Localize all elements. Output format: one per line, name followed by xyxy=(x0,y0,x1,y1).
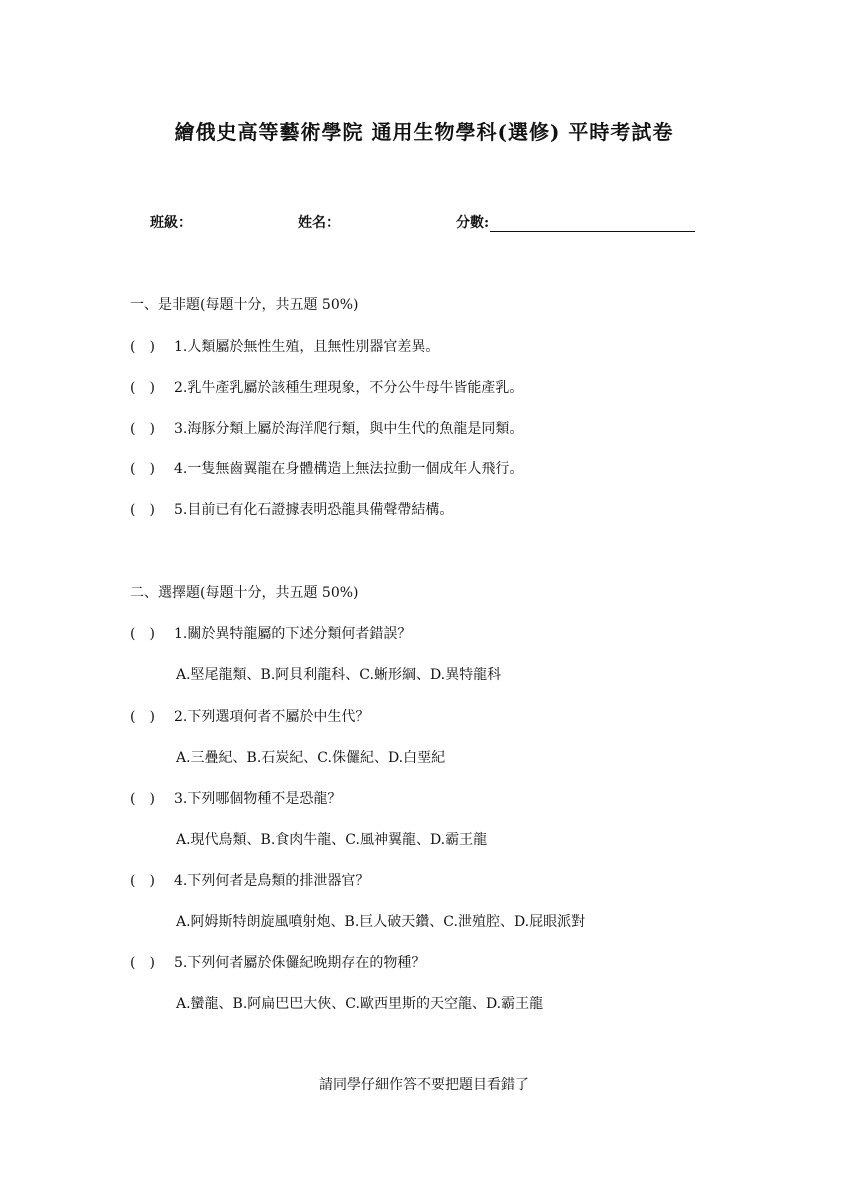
mc-options-3: A.現代鳥類、B.食肉牛龍、C.風神翼龍、D.霸王龍 xyxy=(176,832,488,848)
tf-question-4 xyxy=(130,458,523,478)
section2-heading: 二、選擇題(每題十分，共五題 50%) xyxy=(130,585,359,601)
mc-question-3 xyxy=(130,788,341,808)
answer-blank: ( ) xyxy=(130,626,155,642)
score-blank-line xyxy=(490,215,695,232)
score-label: 分數: xyxy=(456,215,490,231)
answer-blank: ( ) xyxy=(130,709,155,725)
answer-blank: ( ) xyxy=(130,873,155,889)
mc-options-4: A.阿姆斯特朗旋風噴射炮、B.巨人破天鑽、C.泄殖腔、D.屁眼派對 xyxy=(176,914,586,930)
answer-blank: ( ) xyxy=(130,339,155,355)
tf-question-2 xyxy=(130,377,523,397)
answer-blank: ( ) xyxy=(130,791,155,807)
question-text: 4.一隻無齒翼龍在身體構造上無法拉動一個成年人飛行。 xyxy=(174,461,524,477)
question-text: 3.下列哪個物種不是恐龍？ xyxy=(174,791,342,807)
class-label: 班級： xyxy=(150,215,192,231)
exam-title: 繪俄史高等藝術學院 通用生物學科(選修) 平時考試卷 xyxy=(174,120,674,144)
question-text: 2.下列選項何者不屬於中生代？ xyxy=(174,709,370,725)
answer-blank: ( ) xyxy=(130,955,155,971)
mc-question-4 xyxy=(130,870,369,890)
answer-blank: ( ) xyxy=(130,380,155,396)
question-text: 5.下列何者屬於侏儸紀晚期存在的物種？ xyxy=(174,955,426,971)
question-text: 1.人類屬於無性生殖，且無性別器官差異。 xyxy=(174,339,440,355)
answer-blank: ( ) xyxy=(130,502,155,518)
mc-options-5: A.蠻龍、B.阿扁巴巴大俠、C.歐西里斯的天空龍、D.霸王龍 xyxy=(176,996,544,1012)
mc-options-1: A.堅尾龍類、B.阿貝利龍科、C.蜥形綱、D.異特龍科 xyxy=(176,667,502,683)
tf-question-5 xyxy=(130,499,453,519)
mc-options-2: A.三疊紀、B.石炭紀、C.侏儸紀、D.白堊紀 xyxy=(176,750,446,766)
mc-question-2 xyxy=(130,706,369,726)
name-label: 姓名： xyxy=(298,215,340,231)
mc-question-5 xyxy=(130,952,425,972)
score-field xyxy=(456,212,695,232)
question-text: 1.關於異特龍屬的下述分類何者錯誤？ xyxy=(174,626,412,642)
tf-question-1 xyxy=(130,336,439,356)
footer-note: 請同學仔細作答不要把題目看錯了 xyxy=(319,1077,529,1093)
question-text: 2.乳牛產乳屬於該種生理現象，不分公牛母牛皆能產乳。 xyxy=(174,380,524,396)
tf-question-3 xyxy=(130,418,523,438)
section1-heading: 一、是非題(每題十分，共五題 50%) xyxy=(130,297,359,313)
question-text: 4.下列何者是鳥類的排泄器官？ xyxy=(174,873,370,889)
answer-blank: ( ) xyxy=(130,461,155,477)
question-text: 5.目前已有化石證據表明恐龍具備聲帶結構。 xyxy=(174,502,454,518)
answer-blank: ( ) xyxy=(130,421,155,437)
question-text: 3.海豚分類上屬於海洋爬行類，與中生代的魚龍是同類。 xyxy=(174,421,524,437)
mc-question-1 xyxy=(130,623,411,643)
